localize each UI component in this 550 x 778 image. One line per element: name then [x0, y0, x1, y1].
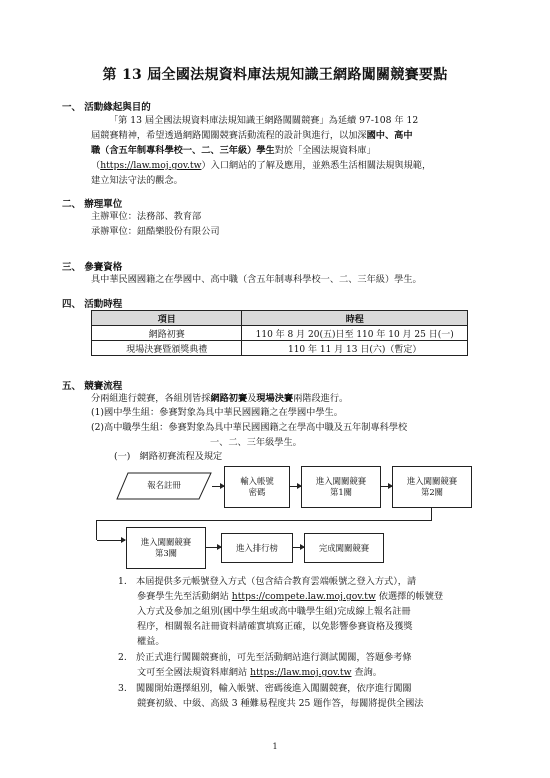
- schedule-header-row: [92, 311, 468, 326]
- rule-1-line-4: 程序，相關報名註冊資料請確實填寫正確，以免影響參賽資格及獲獎: [137, 621, 413, 632]
- section-5-line-1-and: 及: [247, 393, 257, 404]
- flow-level-1: [301, 466, 381, 508]
- rule-2-line-2: [137, 665, 382, 680]
- rule-1-line-3: 入方式及參加之組別(國中學生組或高中職學生組)完成線上報名註冊: [137, 606, 411, 617]
- section-1-line-4-open: （: [91, 160, 101, 171]
- flow-level-3-line-2: 第3關: [154, 548, 178, 558]
- schedule-cell: 現場決賽暨頒獎典禮: [92, 341, 242, 356]
- section-1-line-1: 「第 13 屆全國法規資料庫法規知識王網路闖關競賽」為延續 97-108 年 12: [109, 115, 419, 126]
- law-database-link[interactable]: https://law.moj.gov.tw: [100, 160, 202, 171]
- rule-3-line-1: 3. 闖關開始選擇組別，輸入帳號、密碼後進入闖關競賽，依序進行闖關: [118, 683, 412, 694]
- rule-2-line-1: 2. 於正式進行闖關競賽前，可先至活動網站進行測試闖關，答題參考條: [118, 652, 412, 663]
- rule-2-line-2-text: 文可至全國法規資料庫網站: [137, 667, 251, 678]
- rule-1-line-2-text: 參賽學生先至活動網站: [137, 591, 232, 602]
- section-5-line-1-bold-online: 網路初賽: [210, 393, 248, 404]
- online-prelim-subheading: (一) 網路初賽流程及規定: [114, 451, 223, 462]
- flow-level-2-line-1: 進入闖關競賽: [406, 476, 458, 486]
- rule-2-line-2-end: 查詢。: [351, 667, 382, 678]
- flow-arrow: [212, 486, 224, 487]
- senior-high-group: (2)高中職學生組：參賽對象為具中華民國國籍之在學高中職及五年制專科學校: [91, 422, 408, 433]
- section-1-line-2-bold: 國中、高中: [366, 130, 413, 141]
- flow-register: 報名註冊: [147, 480, 181, 490]
- section-5-heading: 五、 競賽流程: [62, 381, 123, 392]
- flow-connector-down: [431, 507, 432, 520]
- schedule-cell: 110 年 11 月 13 日(六)（暫定）: [242, 341, 468, 356]
- section-1-line-5: 建立知法守法的觀念。: [91, 175, 183, 186]
- flow-connector-left: [96, 520, 97, 540]
- law-site-link[interactable]: https://law.moj.gov.tw: [250, 667, 352, 678]
- section-4-heading: 四、 活動時程: [62, 299, 123, 310]
- flow-level-1-line-2: 第1關: [329, 487, 353, 497]
- flow-connector-across: [96, 520, 432, 521]
- section-5-line-1-bold-onsite: 現場決賽: [256, 393, 294, 404]
- flow-level-2-line-2: 第2關: [420, 487, 444, 497]
- flow-level-3: [126, 527, 206, 569]
- page-number: 1: [272, 742, 278, 751]
- schedule-header-item: 項目: [92, 311, 242, 326]
- section-2-heading: 二、 辦理單位: [62, 199, 123, 210]
- schedule-header-time: 時程: [242, 311, 468, 326]
- flow-arrow: [205, 547, 221, 548]
- section-1-line-3: [91, 143, 376, 158]
- section-1-line-4: [91, 158, 431, 173]
- junior-high-group: (1)國中學生組：參賽對象為具中華民國國籍之在學國中學生。: [91, 407, 343, 418]
- contractor-line: 承辦單位：鈕酷樂股份有限公司: [91, 226, 220, 237]
- flow-arrow: [289, 486, 301, 487]
- section-5-line-1-end: 兩階段進行。: [293, 393, 349, 404]
- section-1-line-2: [91, 128, 413, 143]
- eligibility-line: 具中華民國國籍之在學國中、高中職（含五年制專科學校一、二、三年級）學生。: [91, 274, 422, 285]
- rule-1-line-1: 1. 本屆提供多元帳號登入方式（包含結合教育雲端帳號之登入方式），請: [118, 576, 417, 587]
- flow-login-line-1: 輸入帳號: [240, 476, 274, 486]
- flow-level-2: [392, 466, 472, 508]
- section-1-line-2-text: 屆競賽精神，希望透過網路闖關競賽活動流程的設計與進行，以加深: [91, 130, 367, 141]
- flow-finish: 完成闖關競賽: [304, 533, 384, 563]
- rule-3-line-2: 競賽初級、中級、高級 3 種難易程度共 25 題作答，每關將提供全國法: [137, 698, 424, 709]
- section-5-line-1-text: 分兩組進行競賽，各組別皆採: [91, 393, 211, 404]
- flow-arrow: [292, 547, 304, 548]
- document-title: 第 13 屆全國法規資料庫法規知識王網路闖關競賽要點: [102, 67, 448, 83]
- schedule-table: [91, 310, 468, 356]
- rule-1-line-2: [137, 589, 443, 604]
- section-1-line-4-text: ）入口網站的了解及應用，並熟悉生活相關法規與規範，: [201, 160, 432, 171]
- section-3-heading: 三、 參賽資格: [62, 262, 123, 273]
- flow-level-1-line-1: 進入闖關競賽: [315, 476, 367, 486]
- flow-login-line-2: 密碼: [248, 487, 266, 497]
- rule-1-line-5: 權益。: [137, 636, 165, 647]
- table-row: [92, 326, 468, 341]
- section-1-line-3-text: 對於「全國法規資料庫」: [274, 145, 376, 156]
- flow-arrow: [97, 540, 125, 541]
- rule-1-line-2-end: 依選擇的帳號登: [375, 591, 444, 602]
- schedule-cell: 網路初賽: [92, 326, 242, 341]
- schedule-cell: 110 年 8 月 20(五)日至 110 年 10 月 25 日(一): [242, 326, 468, 341]
- section-1-line-3-bold: 職（含五年制專科學校一、二、三年級）學生: [91, 145, 275, 156]
- section-5-line-1: [91, 391, 348, 406]
- flow-leaderboard: 進入排行榜: [221, 533, 293, 563]
- flow-arrow: [380, 486, 392, 487]
- organizer-line: 主辦單位：法務部、教育部: [91, 211, 202, 222]
- senior-high-group-cont: 一、二、三年級學生。: [210, 437, 302, 448]
- table-row: [92, 341, 468, 356]
- compete-site-link[interactable]: https://compete.law.moj.gov.tw: [231, 591, 376, 602]
- section-1-heading: 一、 活動緣起與目的: [62, 102, 151, 113]
- flow-level-3-line-1: 進入闖關競賽: [140, 537, 192, 547]
- flow-login: [224, 466, 290, 508]
